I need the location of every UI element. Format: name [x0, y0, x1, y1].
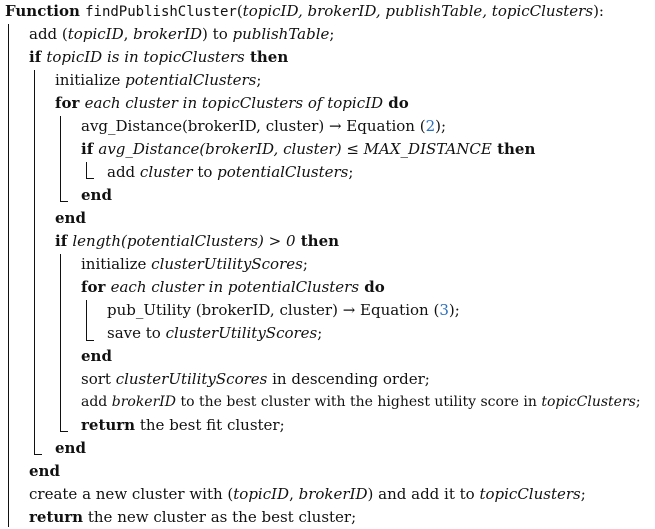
keyword: do [359, 278, 385, 296]
keyword: end [55, 209, 86, 227]
line-text: ) to [202, 25, 233, 43]
line-text: ; [302, 255, 308, 273]
line-text: add [107, 163, 140, 181]
line-text: potentialClusters [217, 163, 349, 181]
algorithm-line [81, 138, 535, 161]
line-text: ; [348, 163, 354, 181]
line-text: pub_Utility (brokerID, cluster) → Equation ( [107, 301, 440, 319]
for-clusters-block-foot [60, 201, 68, 202]
line-text: the new cluster as the best cluster; [83, 508, 357, 526]
if-length-block-foot [60, 431, 68, 432]
line-text: each cluster in potentialClusters [110, 278, 360, 296]
line-text: create a new cluster with ( [29, 485, 234, 503]
line-text: ; [317, 324, 323, 342]
keyword: if [55, 232, 73, 250]
line-text: avg_Distance(brokerID, cluster) [98, 140, 342, 158]
keyword: end [29, 462, 60, 480]
for-potential-block-foot [86, 340, 94, 341]
line-text: , [123, 25, 134, 43]
algorithm-line [29, 46, 288, 69]
equation-ref-link[interactable]: 2 [425, 117, 436, 135]
if-length-block-bar [60, 254, 61, 431]
line-text: ; [256, 71, 262, 89]
algorithm-line [81, 345, 112, 368]
line-text: length(potentialClusters) > 0 [72, 232, 296, 250]
line-text: ) and add it to [367, 485, 480, 503]
algorithm-line [107, 161, 353, 184]
algorithm-line [29, 23, 334, 46]
line-text: ≤ [341, 140, 364, 158]
line-text: initialize [81, 255, 152, 273]
if-topic-block-foot [34, 454, 42, 455]
algorithm-line [81, 115, 446, 138]
line-text: clusterUtilityScores [151, 255, 303, 273]
algorithm-line [55, 437, 86, 460]
line-text: in descending order; [267, 370, 430, 388]
line-text: sort [81, 370, 116, 388]
line-text: to [192, 163, 218, 181]
line-text: to the best cluster with the highest utility score in [176, 394, 542, 410]
algorithm-line [81, 368, 430, 391]
line-text: topicID, brokerID, publishTable, topicClusters [242, 2, 594, 20]
algorithm-line [81, 276, 385, 299]
line-text: , [289, 485, 299, 503]
keyword: if [81, 140, 99, 158]
line-text: topicID is in topicClusters [46, 48, 245, 66]
line-text: topicClusters [479, 485, 581, 503]
keyword: Function [5, 2, 86, 20]
algorithm-line [107, 322, 322, 345]
line-text: clusterUtilityScores [115, 370, 268, 388]
line-text: ; [580, 485, 586, 503]
line-text: the best fit cluster; [135, 416, 285, 434]
algorithm-line [29, 483, 586, 506]
algorithm-line [81, 414, 285, 437]
line-text: ): [593, 2, 604, 20]
keyword: if [29, 48, 47, 66]
function-body-bar [8, 24, 9, 527]
line-text: topicID [67, 25, 124, 43]
line-text: ; [329, 25, 335, 43]
line-text: potentialClusters [125, 71, 257, 89]
line-text: brokerID [133, 25, 203, 43]
if-topic-block-bar [34, 70, 35, 454]
line-text: add [81, 394, 112, 410]
line-text: add ( [29, 25, 68, 43]
line-text: ); [448, 301, 460, 319]
algorithm-line [5, 0, 604, 23]
keyword: do [383, 94, 409, 112]
line-text: MAX_DISTANCE [363, 140, 492, 158]
keyword: end [81, 186, 112, 204]
keyword: for [55, 94, 85, 112]
line-text: topicClusters [541, 394, 636, 410]
line-text: brokerID [111, 394, 177, 410]
for-potential-block-bar [86, 300, 87, 340]
keyword: return [29, 508, 84, 526]
algorithm-line [55, 230, 339, 253]
keyword: then [491, 140, 536, 158]
for-clusters-block-bar [60, 116, 61, 201]
line-text: initialize [55, 71, 126, 89]
line-text: publishTable [232, 25, 330, 43]
algorithm-line [55, 207, 86, 230]
algorithm-line [55, 92, 409, 115]
keyword: end [55, 439, 86, 457]
algorithm-line [81, 391, 641, 414]
line-text: save to [107, 324, 166, 342]
algorithm-line [81, 184, 112, 207]
line-text: cluster [139, 163, 193, 181]
if-distance-block-foot [86, 178, 94, 179]
line-text: clusterUtilityScores [165, 324, 318, 342]
line-text: findPublishCluster [85, 4, 237, 20]
algorithm-line [55, 69, 261, 92]
line-text: ; [635, 394, 641, 410]
keyword: return [81, 416, 136, 434]
keyword: for [81, 278, 111, 296]
algorithm-line [29, 506, 356, 529]
algorithm-line [107, 299, 460, 322]
line-text: topicID [233, 485, 290, 503]
line-text: each cluster in topicClusters of topicID [84, 94, 384, 112]
line-text: brokerID [298, 485, 368, 503]
line-text: avg_Distance(brokerID, cluster) → Equation ( [81, 117, 426, 135]
keyword: then [295, 232, 340, 250]
if-distance-block-bar [86, 162, 87, 178]
keyword: then [244, 48, 289, 66]
line-text: ( [236, 2, 243, 20]
keyword: end [81, 347, 112, 365]
algorithm-line [29, 460, 60, 483]
algorithm-line [81, 253, 308, 276]
equation-ref-link[interactable]: 3 [439, 301, 449, 319]
line-text: ); [435, 117, 447, 135]
